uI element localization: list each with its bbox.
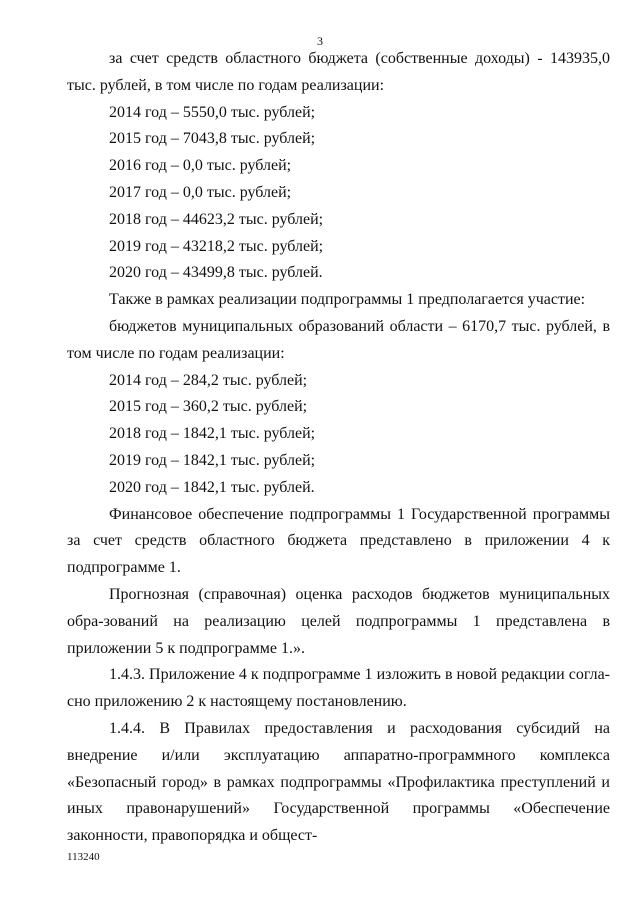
- footer-code: 113240: [67, 851, 100, 863]
- paragraph-municipal-budgets: бюджетов муниципальных образований области – 6170,7 тыс. рублей, в том числе по годам реализации:: [67, 317, 610, 362]
- paragraph-year-2018: 2018 год – 44623,2 тыс. рублей;: [109, 210, 324, 228]
- paragraph-year-2014: 2014 год – 5550,0 тыс. рублей;: [109, 103, 316, 121]
- paragraph-municipal-2019: 2019 год – 1842,1 тыс. рублей;: [109, 451, 316, 469]
- paragraph-item-1-4-3: 1.4.3. Приложение 4 к подпрограмме 1 изложить в новой редакции согла-сно приложению 2 к настоящему постановлению.: [67, 666, 610, 711]
- paragraph-financing: Финансовое обеспечение подпрограммы 1 Государственной программы за счет средств областного бюджета представлено в приложении 4 к подпрограмме 1.: [67, 505, 610, 577]
- paragraph-year-2015: 2015 год – 7043,8 тыс. рублей;: [109, 130, 316, 148]
- paragraph-municipal-2014: 2014 год – 284,2 тыс. рублей;: [109, 371, 308, 389]
- paragraph-municipal-2020: 2020 год – 1842,1 тыс. рублей.: [109, 478, 315, 496]
- paragraph-forecast: Прогнозная (справочная) оценка расходов бюджетов муниципальных обра-зований на реализацию целей подпрограммы 1 представлена в приложении 5 к подпрограмме 1.».: [67, 585, 610, 657]
- paragraph-item-1-4-4: 1.4.4. В Правилах предоставления и расходования субсидий на внедрение и/или эксплуатацию аппаратно-программного комплекса «Безопасный город» в рамках подпрограммы «Профилактика преступлений и иных правонарушений» Государственной программы «Обеспечение законности, правопорядка и общест-: [67, 719, 610, 845]
- paragraph-municipal-2018: 2018 год – 1842,1 тыс. рублей;: [109, 425, 316, 443]
- paragraph-year-2016: 2016 год – 0,0 тыс. рублей;: [109, 157, 292, 175]
- document-body: [67, 46, 610, 850]
- paragraph-year-2017: 2017 год – 0,0 тыс. рублей;: [109, 183, 292, 201]
- paragraph-regional-budget: за счет средств областного бюджета (собственные доходы) - 143935,0 тыс. рублей, в том числе по годам реализации:: [67, 50, 610, 94]
- paragraph-year-2020: 2020 год – 43499,8 тыс. рублей.: [109, 264, 323, 282]
- page-number: 3: [317, 34, 323, 48]
- paragraph-participation: Также в рамках реализации подпрограммы 1 предполагается участие:: [109, 291, 586, 309]
- paragraph-year-2019: 2019 год – 43218,2 тыс. рублей;: [109, 237, 324, 255]
- paragraph-municipal-2015: 2015 год – 360,2 тыс. рублей;: [109, 398, 308, 416]
